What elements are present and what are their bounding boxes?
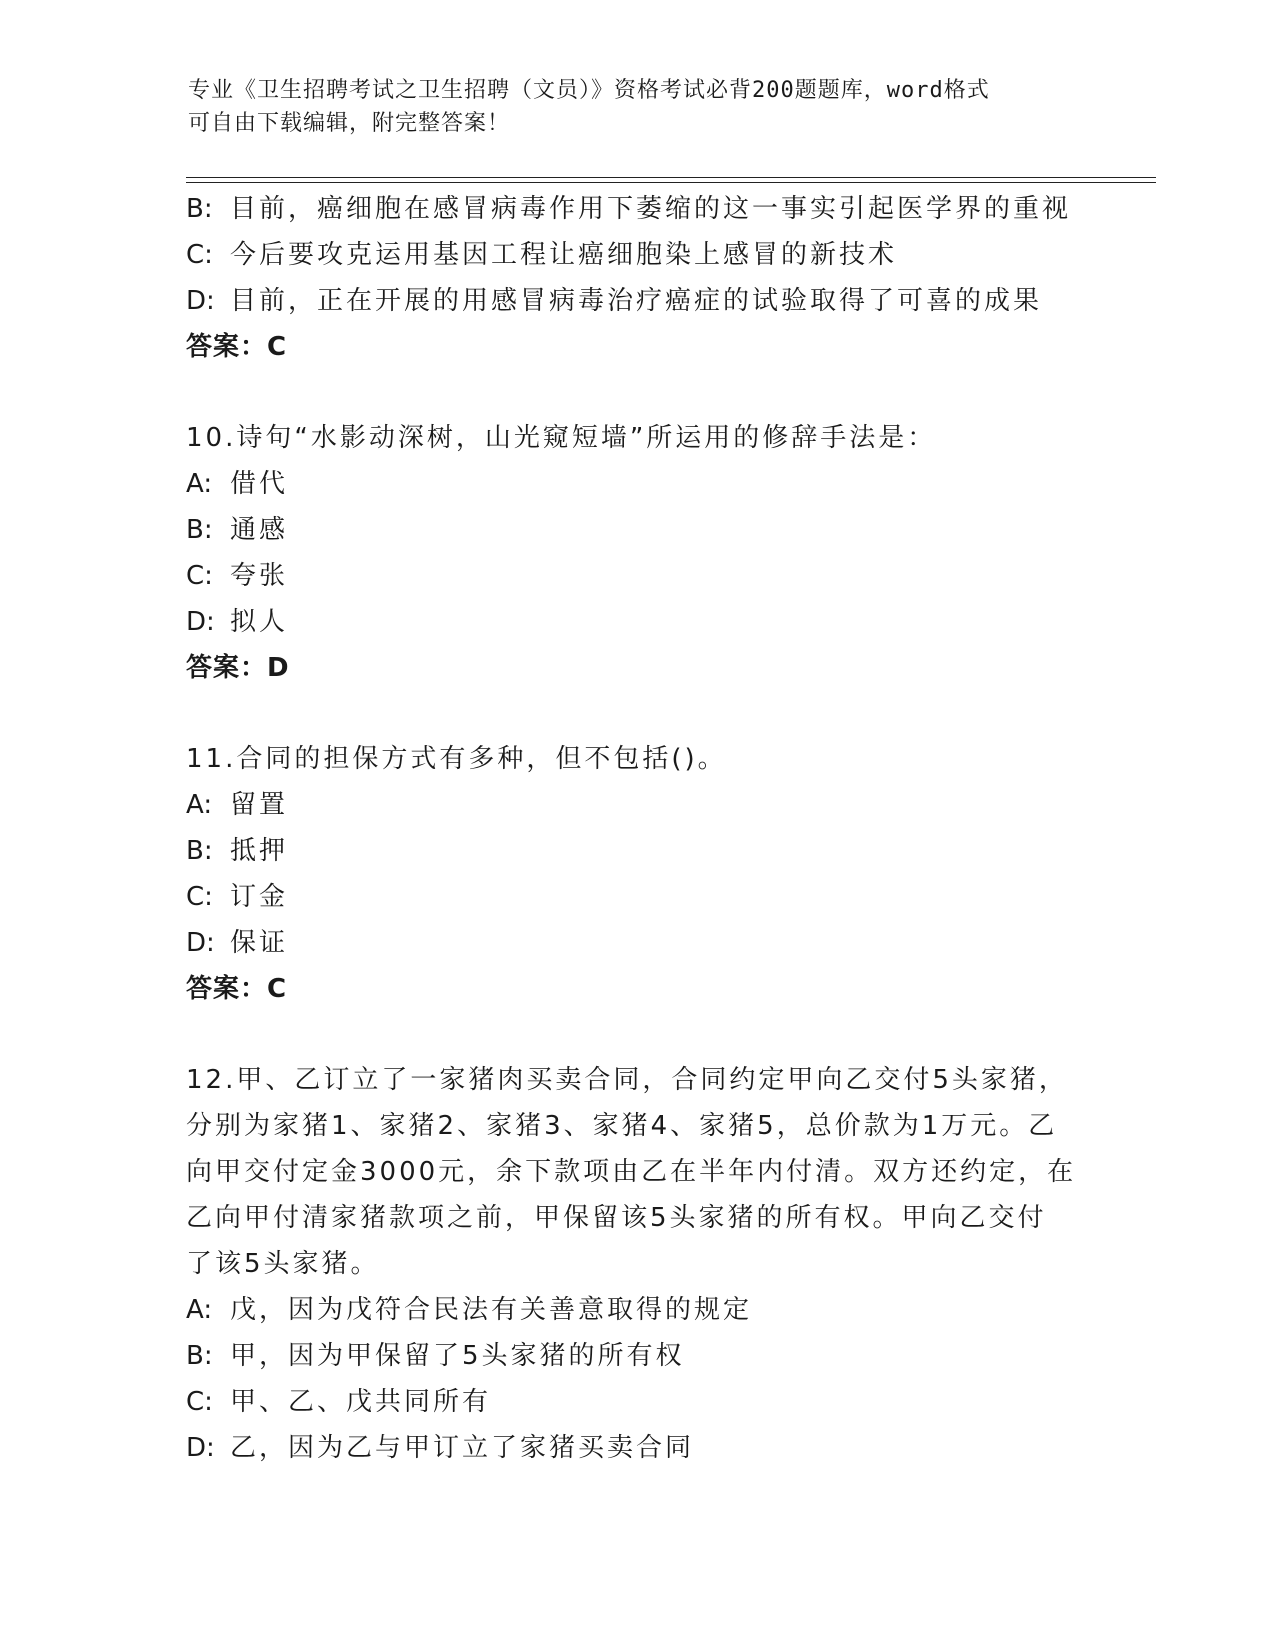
option-letter: A: [186,469,213,499]
spacer [186,370,1116,415]
question-12 [186,1057,1116,1471]
option-text: 甲、乙、戊共同所有 [230,1387,492,1417]
option-c [186,232,1116,278]
option-text: 拟人 [230,607,289,637]
header-divider-top [186,177,1156,178]
question-text-line: 向甲交付定金3000元，余下款项由乙在半年内付清。双方还约定，在 [186,1157,1077,1187]
question-text-line: 了该5头家猪。 [186,1249,380,1279]
option-text: 今后要攻克运用基因工程让癌细胞染上感冒的新技术 [230,240,898,270]
option-text: 通感 [230,515,289,545]
spacer [186,691,1116,736]
question-text: 10.诗句“水影动深树，山光窥短墙”所运用的修辞手法是： [186,423,937,453]
option-text: 目前，癌细胞在感冒病毒作用下萎缩的这一事实引起医学界的重视 [230,194,1072,224]
header-divider-bottom [186,182,1156,183]
option-letter: A: [186,1295,213,1325]
option-c [186,553,1116,599]
answer-line: 答案：C [186,974,288,1004]
question-11 [186,736,1116,1012]
option-letter: D: [186,286,215,316]
option-a [186,1287,1116,1333]
option-text: 借代 [230,469,289,499]
option-letter: A: [186,790,213,820]
option-a [186,782,1116,828]
option-text: 目前，正在开展的用感冒病毒治疗癌症的试验取得了可喜的成果 [230,286,1043,316]
header-title-line-1: 专业《卫生招聘考试之卫生招聘（文员）》资格考试必背200题题库，word格式 [188,78,990,103]
question-10 [186,415,1116,691]
option-text: 留置 [230,790,289,820]
option-text: 保证 [230,928,289,958]
document-header [188,74,1088,140]
option-letter: C: [186,882,213,912]
option-letter: C: [186,240,213,270]
option-text: 戊，因为戊符合民法有关善意取得的规定 [230,1295,753,1325]
option-text: 甲，因为甲保留了5头家猪的所有权 [230,1341,685,1371]
question-content [186,186,1116,1471]
spacer [186,1012,1116,1057]
option-letter: C: [186,1387,213,1417]
question-9-tail [186,186,1116,370]
option-b [186,828,1116,874]
option-c [186,874,1116,920]
option-letter: D: [186,607,215,637]
option-text: 夸张 [230,561,289,591]
option-d [186,599,1116,645]
question-text-line: 分别为家猪1、家猪2、家猪3、家猪4、家猪5，总价款为1万元。乙 [186,1111,1058,1141]
header-title-line-2: 可自由下载编辑，附完整答案！ [188,111,511,136]
answer-line: 答案：C [186,332,288,362]
option-d [186,278,1116,324]
option-letter: D: [186,1433,215,1463]
option-letter: B: [186,836,213,866]
question-text: 11.合同的担保方式有多种，但不包括()。 [186,744,727,774]
option-b [186,186,1116,232]
option-letter: C: [186,561,213,591]
question-text-line: 乙向甲付清家猪款项之前，甲保留该5头家猪的所有权。甲向乙交付 [186,1203,1047,1233]
option-b [186,1333,1116,1379]
answer-line: 答案：D [186,653,290,683]
option-letter: D: [186,928,215,958]
option-text: 抵押 [230,836,289,866]
option-c [186,1379,1116,1425]
option-d [186,1425,1116,1471]
question-text-line: 12.甲、乙订立了一家猪肉买卖合同，合同约定甲向乙交付5头家猪， [186,1065,1068,1095]
option-b [186,507,1116,553]
option-letter: B: [186,1341,213,1371]
option-a [186,461,1116,507]
option-letter: B: [186,194,213,224]
option-letter: B: [186,515,213,545]
option-d [186,920,1116,966]
option-text: 订金 [230,882,289,912]
option-text: 乙，因为乙与甲订立了家猪买卖合同 [230,1433,695,1463]
